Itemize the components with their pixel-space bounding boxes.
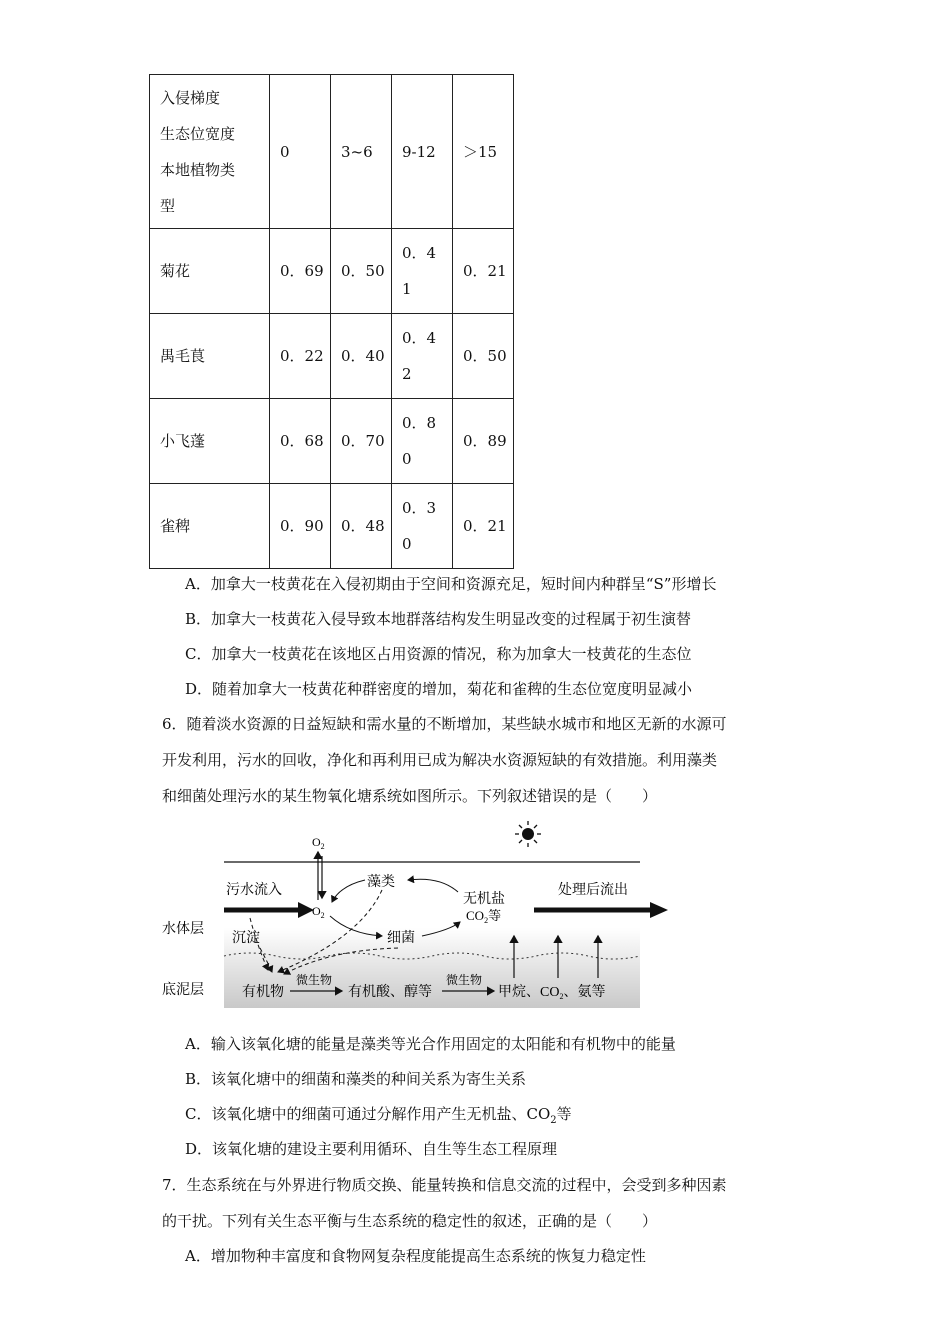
co2-label: $CO_2$等 — [466, 908, 502, 925]
q5-option-a: A．加拿大一枝黄花在入侵初期由于空间和资源充足，短时间内种群呈“S”形增长 — [185, 575, 717, 593]
q6-stem-line: 开发利用，污水的回收，净化和再利用已成为解决水资源短缺的有效措施。利用藻类 — [162, 751, 718, 769]
table-cell: 0．21 — [453, 484, 514, 569]
q7-stem-line: 7．生态系统在与外界进行物质交换、能量转换和信息交流的过程中，会受到多种因素 — [162, 1176, 727, 1194]
row-header-cell — [150, 75, 270, 229]
q6-stem-line: 6．随着淡水资源的日益短缺和需水量的不断增加，某些缺水城市和地区无新的水源可 — [162, 715, 727, 733]
header-line: 本地植物类 — [160, 160, 236, 179]
q6-stem-line: 和细菌处理污水的某生物氧化塘系统如图所示。下列叙述错误的是（ ） — [162, 787, 658, 805]
table-row — [150, 314, 514, 399]
q7-stem-line: 的干扰。下列有关生态平衡与生态系统的稳定性的叙述，正确的是（ ） — [162, 1212, 658, 1230]
q5-option-c: C．加拿大一枝黄花在该地区占用资源的情况，称为加拿大一枝黄花的生态位 — [185, 645, 692, 663]
table-cell: 0．89 — [453, 399, 514, 484]
plant-name: 菊花 — [150, 229, 270, 314]
table-cell: 0．22 — [270, 314, 331, 399]
table-cell: 0．50 — [453, 314, 514, 399]
sun-icon — [515, 821, 541, 847]
table-cell: 0．68 — [270, 399, 331, 484]
table-header-row — [150, 75, 514, 229]
table-cell: 0．21 — [453, 229, 514, 314]
table-cell: 0．40 — [331, 314, 392, 399]
bacteria-label: 细菌 — [387, 931, 415, 946]
table-cell: 0．90 — [270, 484, 331, 569]
algae-label: 藻类 — [367, 875, 395, 890]
mud-layer-label: 底泥层 — [162, 983, 204, 998]
header-line: 入侵梯度 — [160, 88, 221, 107]
o2-top-label: $O_2$ — [312, 835, 325, 851]
table-cell: 0．4 2 — [392, 314, 453, 399]
table-row — [150, 484, 514, 569]
inflow-label: 污水流入 — [226, 883, 282, 898]
column-header: 0 — [270, 75, 331, 229]
q6-option-a: A．输入该氧化塘的能量是藻类等光合作用固定的太阳能和有机物中的能量 — [185, 1035, 676, 1053]
table-cell: 0．70 — [331, 399, 392, 484]
table-cell: 0．3 0 — [392, 484, 453, 569]
data-table — [149, 74, 514, 569]
microbe-label-2: 微生物 — [446, 973, 483, 987]
plant-name: 小飞蓬 — [150, 399, 270, 484]
water-layer-label: 水体层 — [162, 922, 204, 937]
table-cell: 0．4 1 — [392, 229, 453, 314]
q5-option-b: B．加拿大一枝黄花入侵导致本地群落结构发生明显改变的过程属于初生演替 — [185, 610, 692, 628]
organic-matter-label: 有机物 — [242, 985, 284, 1000]
column-header: ＞15 — [453, 75, 514, 229]
header-line: 生态位宽度 — [160, 124, 236, 143]
oxidation-pond-diagram — [160, 818, 680, 1010]
salt-to-algae-arrow — [408, 879, 458, 892]
header-line: 型 — [160, 196, 176, 215]
q7-option-a: A．增加物种丰富度和食物网复杂程度能提高生态系统的恢复力稳定性 — [185, 1247, 646, 1265]
q6-option-c: C．该氧化塘中的细菌可通过分解作用产生无机盐、$CO_2$等 — [185, 1105, 572, 1126]
q5-option-d: D．随着加拿大一枝黄花种群密度的增加，菊花和雀稗的生态位宽度明显减小 — [185, 680, 693, 698]
column-header: 9-12 — [392, 75, 453, 229]
table-cell: 0．48 — [331, 484, 392, 569]
table-row — [150, 229, 514, 314]
plant-name: 禺毛茛 — [150, 314, 270, 399]
algae-to-o2-arrow — [332, 880, 365, 902]
sediment-label: 沉淀 — [232, 931, 260, 946]
outflow-label: 处理后流出 — [558, 883, 628, 898]
q6-option-b: B．该氧化塘中的细菌和藻类的种间关系为寄生关系 — [185, 1070, 527, 1088]
table-cell: 0．8 0 — [392, 399, 453, 484]
table-cell: 0．50 — [331, 229, 392, 314]
plant-name: 雀稗 — [150, 484, 270, 569]
table-row — [150, 399, 514, 484]
table-cell: 0．69 — [270, 229, 331, 314]
q6-option-d: D．该氧化塘的建设主要利用循环、自生等生态工程原理 — [185, 1140, 558, 1158]
salt-label: 无机盐 — [463, 892, 505, 907]
acids-label: 有机酸、醇等 — [348, 985, 432, 1000]
o2-mid-label: $O_2$ — [312, 904, 325, 920]
column-header: 3~6 — [331, 75, 392, 229]
products-label: 甲烷、$CO_2$、氨等 — [498, 985, 606, 1001]
microbe-label-1: 微生物 — [296, 973, 333, 987]
